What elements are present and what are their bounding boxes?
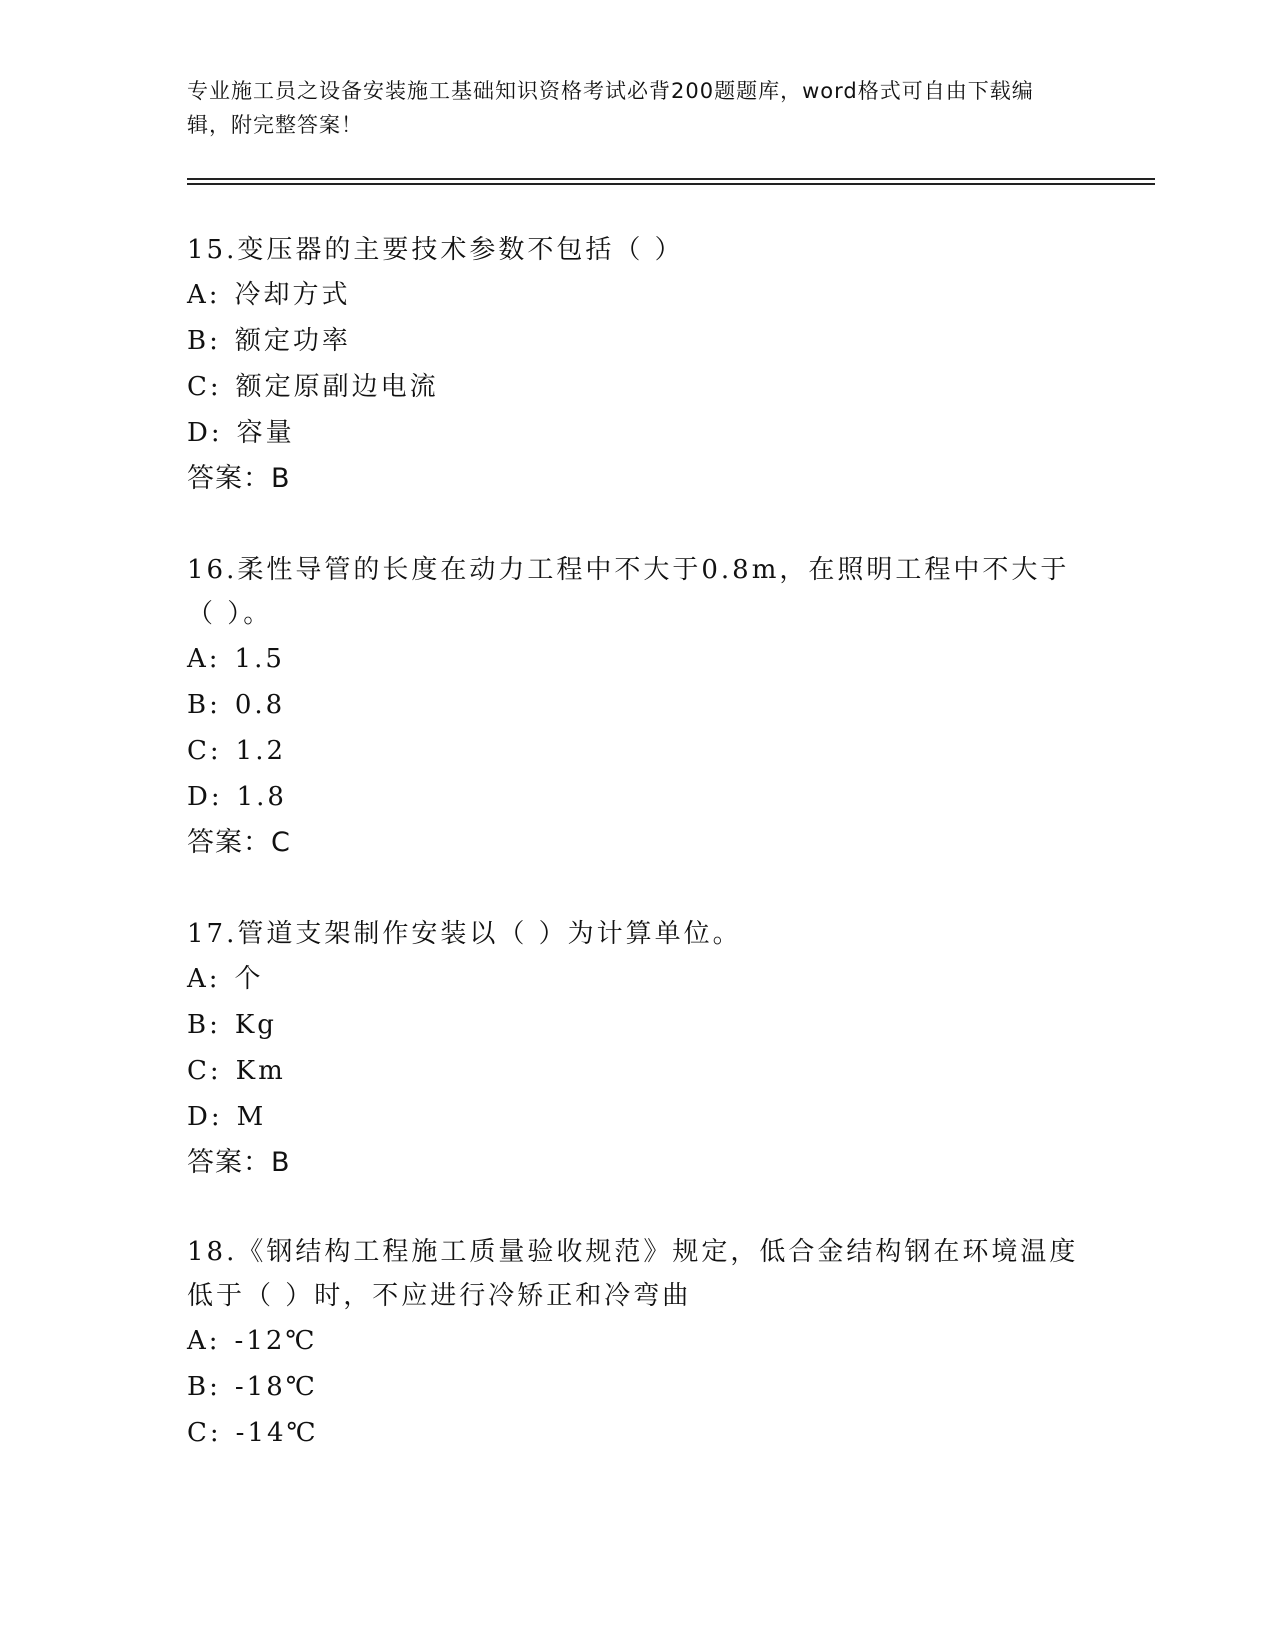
answer-line: 答案：B xyxy=(187,463,291,494)
option-text: 额定功率 xyxy=(234,326,351,356)
question-stem: 17.管道支架制作安装以（ ）为计算单位。 xyxy=(187,919,742,949)
option-a xyxy=(187,1318,1087,1364)
option-text: 个 xyxy=(234,964,264,994)
option-c xyxy=(187,728,1087,774)
option-separator: : xyxy=(209,372,222,402)
option-separator: : xyxy=(209,1056,222,1086)
answer-line: 答案：C xyxy=(187,827,291,858)
option-letter: C xyxy=(187,1056,210,1086)
option-separator: : xyxy=(210,782,223,812)
option-letter: B xyxy=(187,690,210,720)
option-separator: : xyxy=(208,280,221,310)
option-text: 1.8 xyxy=(236,782,287,812)
option-text: -14℃ xyxy=(235,1418,319,1448)
question-16 xyxy=(187,548,1087,866)
option-separator: : xyxy=(209,736,222,766)
option-letter: A xyxy=(187,644,209,674)
option-text: Kg xyxy=(234,1010,277,1040)
option-separator: : xyxy=(208,1326,221,1356)
option-text: 0.8 xyxy=(234,690,286,720)
option-separator: : xyxy=(210,1102,223,1132)
option-d xyxy=(187,774,1087,820)
option-letter: D xyxy=(187,418,211,448)
option-separator: : xyxy=(209,690,221,720)
option-a xyxy=(187,636,1087,682)
option-d xyxy=(187,410,1087,456)
document-header: 专业施工员之设备安装施工基础知识资格考试必背200题题库，word格式可自由下载编辑，附完整答案！ xyxy=(187,79,1034,137)
question-18 xyxy=(187,1230,1087,1456)
option-c xyxy=(187,1048,1087,1094)
option-letter: D xyxy=(187,782,211,812)
option-b xyxy=(187,1002,1087,1048)
question-15 xyxy=(187,228,1087,502)
option-text: -12℃ xyxy=(234,1326,318,1356)
option-c xyxy=(187,1410,1087,1456)
question-17 xyxy=(187,912,1087,1186)
option-a xyxy=(187,956,1087,1002)
option-c xyxy=(187,364,1087,410)
option-separator: : xyxy=(209,1418,222,1448)
option-letter: A xyxy=(187,1326,209,1356)
question-stem: 18.《钢结构工程施工质量验收规范》规定，低合金结构钢在环境温度低于（ ）时，不应进行冷矫正和冷弯曲 xyxy=(187,1237,1079,1311)
option-text: 容量 xyxy=(236,418,295,448)
option-text: 1.5 xyxy=(234,644,285,674)
option-separator: : xyxy=(209,1372,221,1402)
option-text: 1.2 xyxy=(235,736,287,766)
option-text: 冷却方式 xyxy=(234,280,351,310)
header-divider-bottom xyxy=(187,183,1155,185)
question-stem: 16.柔性导管的长度在动力工程中不大于0.8m，在照明工程中不大于（ ）。 xyxy=(187,555,1070,629)
option-letter: C xyxy=(187,372,210,402)
option-letter: B xyxy=(187,1372,210,1402)
option-separator: : xyxy=(209,326,221,356)
option-d xyxy=(187,1094,1087,1140)
option-letter: A xyxy=(187,964,209,994)
option-letter: B xyxy=(187,1010,210,1040)
option-b xyxy=(187,682,1087,728)
option-separator: : xyxy=(209,1010,221,1040)
option-letter: B xyxy=(187,326,210,356)
question-stem: 15.变压器的主要技术参数不包括（ ） xyxy=(187,235,684,265)
option-b xyxy=(187,318,1087,364)
option-letter: A xyxy=(187,280,209,310)
option-b xyxy=(187,1364,1087,1410)
option-a xyxy=(187,272,1087,318)
option-text: Km xyxy=(235,1056,286,1086)
option-text: M xyxy=(236,1102,267,1132)
option-letter: C xyxy=(187,736,210,766)
option-separator: : xyxy=(208,644,221,674)
header-divider-top xyxy=(187,178,1155,180)
answer-line: 答案：B xyxy=(187,1147,291,1178)
option-letter: D xyxy=(187,1102,211,1132)
option-separator: : xyxy=(208,964,221,994)
option-separator: : xyxy=(210,418,223,448)
option-text: -18℃ xyxy=(234,1372,318,1402)
option-text: 额定原副边电流 xyxy=(235,372,439,402)
option-letter: C xyxy=(187,1418,210,1448)
